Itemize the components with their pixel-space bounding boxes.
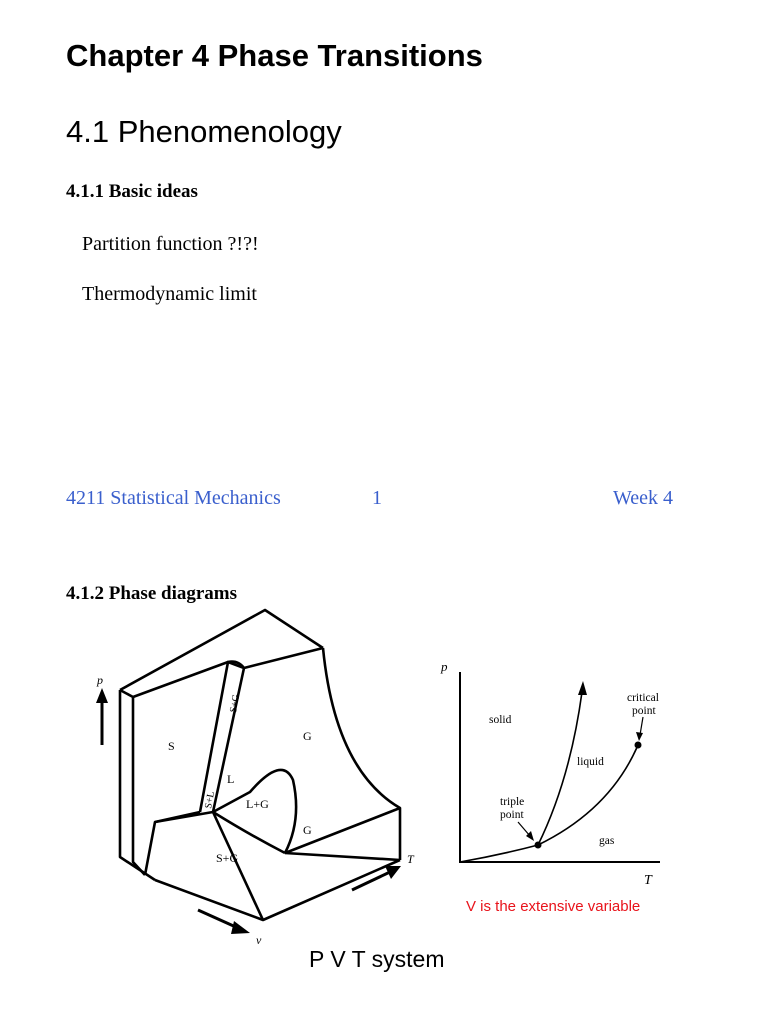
- pt-critical-label-line2: point: [632, 705, 656, 717]
- footer-week: Week 4: [613, 487, 674, 509]
- pt-liquid-label: liquid: [577, 756, 604, 768]
- pvt-gas-lower-label: G: [303, 823, 312, 837]
- pt-triple-label-line2: point: [500, 809, 524, 821]
- pt-gas-label: gas: [599, 835, 615, 847]
- pvt-p-label: p: [97, 673, 103, 687]
- footer-page-number: 1: [372, 487, 382, 509]
- pt-triple-point-marker: [535, 842, 542, 849]
- pvt-surface-diagram: [80, 605, 420, 945]
- pvt-solid-gas-strip-label: S+G: [228, 693, 243, 714]
- pt-phase-diagram: [430, 655, 670, 890]
- subsection-title-phase-diagrams: 4.1.2 Phase diagrams: [66, 583, 237, 604]
- pt-triple-label-line1: triple: [500, 796, 525, 808]
- section-title: 4.1 Phenomenology: [66, 114, 342, 149]
- pt-solid-label: solid: [489, 714, 512, 726]
- pt-melting-arrowhead: [578, 681, 587, 695]
- chapter-title: Chapter 4 Phase Transitions: [66, 38, 483, 73]
- pvt-solid-liquid-strip-label: S+L: [203, 790, 217, 810]
- pt-p-label: p: [441, 659, 448, 674]
- footer-course: 4211 Statistical Mechanics: [66, 487, 281, 509]
- bullet-thermodynamic-limit: Thermodynamic limit: [82, 283, 257, 305]
- pvt-solid-region-label: S: [168, 739, 175, 753]
- pt-t-label: T: [644, 873, 652, 888]
- pvt-gas-region-label: G: [303, 729, 312, 743]
- pvt-liquid-gas-region-label: L+G: [246, 797, 269, 811]
- pt-critical-point-marker: [635, 742, 642, 749]
- pvt-p-axis-arrow: [96, 688, 108, 745]
- pvt-t-label: T: [407, 852, 414, 866]
- pt-critical-leader: [640, 717, 643, 735]
- subsection-title-basic-ideas: 4.1.1 Basic ideas: [66, 181, 198, 202]
- pvt-solid-gas-region-label: S+G: [216, 851, 239, 865]
- pvt-liquid-region-label: L: [227, 772, 235, 786]
- pvt-system-caption: P V T system: [309, 946, 445, 972]
- pvt-v-label: v: [256, 933, 262, 945]
- bullet-partition-function: Partition function ?!?!: [82, 233, 259, 255]
- pt-critical-label-line1: critical: [627, 692, 659, 704]
- extensive-variable-note: V is the extensive variable: [466, 898, 641, 915]
